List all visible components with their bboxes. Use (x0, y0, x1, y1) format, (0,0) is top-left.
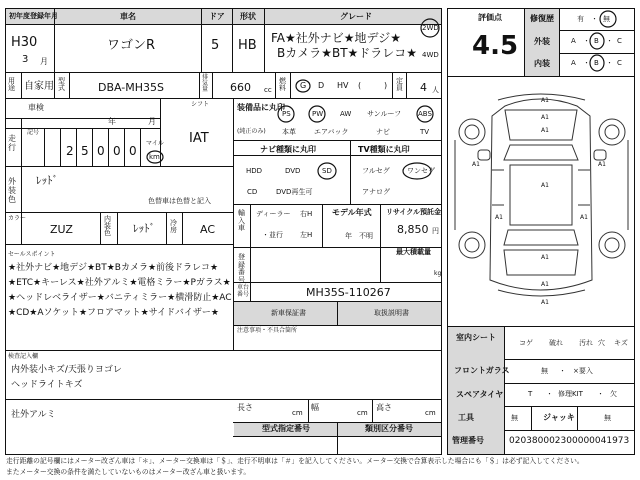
tv-type-title: TV種類に丸印 (358, 145, 410, 154)
displacement-label: 排気量 (202, 74, 209, 93)
right-hand: 右H (300, 210, 313, 218)
door-label: ドア (209, 12, 225, 21)
use-value: 自家用 (24, 81, 54, 92)
score-value: 4.5 (472, 31, 519, 61)
equipment-pw: PW (312, 110, 324, 118)
score-label: 評価点 (478, 13, 502, 22)
shift-label: シフト (191, 101, 210, 108)
repair-opt-sep: ・ (591, 15, 598, 23)
nav-opt-dvd-play: DVD再生可 (276, 188, 313, 196)
reg-year: H30 (11, 35, 38, 50)
spare-opt-sep1: ・ (546, 390, 553, 398)
drive-2wd: 2WD (422, 24, 439, 32)
width-label: 幅 (311, 403, 319, 412)
damage-mark: A1 (541, 254, 549, 261)
shaken-label: 車検 (28, 103, 44, 112)
shape-value: HB (238, 38, 257, 53)
damage-mark: A1 (541, 97, 549, 104)
tool-label: 工具 (458, 413, 474, 422)
repair-opt-yes: 有 (577, 15, 584, 23)
length-label: 長さ (237, 403, 253, 412)
seat-opt-tear: 破れ (549, 339, 563, 347)
interior-grade-label: 内装 (534, 59, 550, 68)
equipment-leather: 本革 (282, 128, 296, 136)
equipment-airbag: エアバック (314, 128, 349, 136)
color-code-label: カラー (8, 215, 27, 222)
damage-mark: A1 (541, 127, 549, 134)
nav-opt-sd: SD (322, 167, 332, 175)
mileage-unit-km: km (149, 153, 160, 161)
import-label: 輸入車 (238, 209, 245, 233)
seat-opt-hole: 穴 (598, 339, 605, 347)
ac-value: AC (200, 223, 216, 236)
color-code-value: ZUZ (50, 223, 73, 236)
fuel-label: 燃料 (279, 77, 286, 92)
mgmt-number-label: 管理番号 (452, 436, 484, 445)
equipment-navi: ナビ (376, 128, 390, 136)
import-parallel: ・並行 (262, 231, 283, 239)
class-number-label: 類別区分番号 (365, 424, 413, 433)
damage-mark: A1 (541, 182, 549, 189)
spare-opt-t: T (528, 390, 533, 398)
car-diagram (455, 94, 628, 296)
seat-opt-scratch: キズ (614, 339, 628, 347)
drive-4wd: 4WD (422, 51, 439, 59)
jack-label: ジャッキ (543, 413, 575, 422)
chassis-label: 車台番号 (237, 284, 250, 298)
equipment-sunroof: サンルーフ (367, 110, 402, 118)
length-unit: cm (292, 409, 303, 417)
footer-note-1: 走行距離の記号欄にはメーター改ざん車は「＊」、メーター交換車は「＄」、走行不明車は「＃」を記入してください。メーター交換で合算表示した場合にも「＄」は必ず記入してください。 (6, 457, 584, 465)
registration-label: 登録番号 (238, 253, 245, 285)
recycle-unit: 円 (432, 227, 439, 235)
model-year-value: 年 不明 (345, 232, 373, 240)
mileage-label: 走行 (8, 134, 16, 152)
displacement-value: 660 (230, 81, 251, 94)
seat-opt-burn: コゲ (519, 339, 533, 347)
left-hand: 左H (300, 231, 313, 239)
fuel-option-open: ( (358, 81, 362, 90)
model-value: DBA-MH35S (98, 81, 165, 94)
use-label: 用途 (8, 77, 15, 92)
equipment-aw: AW (340, 110, 352, 118)
first-reg-label: 初年度登録年月 (9, 12, 58, 20)
exterior-grade-a: A (571, 37, 576, 45)
chassis-value: MH35S-110267 (306, 286, 391, 299)
windshield-label: フロントガラス (454, 366, 510, 375)
mileage-digit-5: 0 (97, 144, 105, 158)
spare-tire-label: スペアタイヤ (456, 390, 504, 399)
nav-opt-cd: CD (247, 188, 258, 196)
ac-label: 冷房 (170, 219, 177, 234)
shape-label: 形状 (240, 12, 256, 21)
repair-opt-no: 無 (603, 15, 610, 23)
fuel-option-g: G (300, 81, 307, 90)
mileage-digit-4: 5 (81, 144, 89, 158)
capacity-label: 定員 (396, 77, 403, 92)
interior-grade-b: B (594, 59, 599, 67)
nav-type-title: ナビ種類に丸印 (260, 145, 316, 154)
damage-mark: A1 (541, 281, 549, 288)
height-label: 高さ (376, 403, 392, 412)
recycle-value: 8,850 (397, 223, 429, 236)
reg-month-unit: 月 (40, 57, 48, 66)
exterior-grade-label: 外装 (534, 37, 550, 46)
exterior-grade-sep1: ・ (583, 37, 590, 45)
max-load-unit: kg (434, 270, 442, 277)
interior-grade-a: A (571, 59, 576, 67)
seat-label: 室内シート (456, 333, 496, 342)
damage-mark: A1 (580, 214, 588, 221)
capacity-unit: 人 (432, 86, 439, 94)
sales-point-line-4: ★CD★Aソケット★フロアマット★サイドバイザー★ (8, 308, 220, 318)
type-number-label: 型式指定番号 (262, 424, 310, 433)
tv-opt-oneseg: ワンセグ (407, 167, 435, 175)
import-dealer: ディーラー (256, 210, 291, 218)
sales-point-line-3: ★ヘッドレベライザー★バニティミラー★横滑防止★AC (8, 293, 232, 303)
model-year-label: モデル年式 (332, 208, 372, 217)
jack-value: 無 (604, 414, 611, 422)
max-load-label: 最大積載量 (396, 248, 431, 256)
exterior-color-value: ﾚｯﾄﾞ (36, 174, 58, 187)
exterior-grade-b: B (594, 37, 599, 45)
inspector-title: 検査記入欄 (8, 353, 39, 360)
equipment-abs: ABS (418, 110, 432, 118)
door-value: 5 (211, 38, 220, 53)
mileage-digit-6: 0 (113, 144, 121, 158)
remarks-title: 注意事項・不具合箇所 (237, 327, 298, 334)
interior-grade-sep2: ・ (606, 59, 613, 67)
sales-point-line-2: ★ETC★キーレス★社外アルミ★電格ミラー★Pガラス★ (8, 278, 231, 288)
reg-month-value: 3 (22, 54, 29, 65)
interior-grade-c: C (617, 59, 622, 67)
mileage-digit-3: 2 (66, 144, 74, 158)
spare-opt-missing: 欠 (610, 390, 617, 398)
shift-value: IAT (189, 131, 209, 146)
tool-value: 無 (511, 414, 518, 422)
shaken-year-label: 年 (108, 117, 116, 126)
displacement-unit: cc (264, 86, 272, 94)
exterior-grade-sep2: ・ (606, 37, 613, 45)
interior-grade-sep1: ・ (583, 59, 590, 67)
manual-label: 取扱説明書 (374, 309, 409, 317)
model-label: 型式 (58, 77, 65, 92)
grade-label: グレード (340, 12, 372, 21)
tv-opt-fullseg: フルセグ (362, 167, 390, 175)
equipment-ps: PS (282, 110, 291, 118)
car-name-value: ワゴンR (107, 38, 156, 53)
equipment-sub: (純正のみ) (237, 128, 266, 135)
windshield-opt-none: 無 (541, 367, 548, 375)
windshield-opt-needed: ×要入 (573, 367, 593, 375)
equipment-tv: TV (420, 128, 430, 136)
capacity-value: 4 (420, 81, 427, 94)
spare-opt-sep2: ・ (597, 390, 604, 398)
sales-point-line-1: ★社外ナビ★地デジ★BT★Bカメラ★前後ドラレコ★ (8, 263, 219, 273)
inspector-line-2: ヘッドライトキズ (11, 380, 83, 390)
width-unit: cm (357, 409, 368, 417)
fuel-option-d: D (318, 81, 325, 90)
nav-opt-dvd: DVD (285, 167, 301, 175)
height-unit: cm (425, 409, 436, 417)
damage-mark: A1 (541, 114, 549, 121)
mileage-digit-7: 0 (129, 144, 137, 158)
warranty-label: 新車保証書 (271, 309, 306, 317)
damage-mark: A1 (598, 161, 606, 168)
interior-color-value: ﾚｯﾄﾞ (133, 222, 155, 235)
nav-opt-hdd: HDD (246, 167, 263, 175)
fuel-option-hv: HV (337, 81, 349, 90)
sales-points-title: セールスポイント (8, 251, 56, 258)
color-change-note: 色替車は色替と記入 (148, 197, 211, 205)
exterior-color-label: 外装色 (8, 177, 16, 204)
inspector-line-1: 内外装小キズ/天張りヨゴレ (11, 365, 122, 375)
mileage-sub-label: 記号 (27, 129, 40, 136)
grade-line-2: Bカメラ★BT★ドラレコ★ (277, 46, 418, 60)
inspector-line-4: 社外アルミ (11, 410, 56, 420)
damage-mark: A1 (472, 161, 480, 168)
recycle-label: リサイクル預託金 (386, 208, 442, 216)
mileage-unit-mile: マイル (146, 140, 164, 147)
mgmt-number-value: 020380002300000041973 (509, 436, 630, 446)
spare-opt-kit: 修理KIT (558, 390, 583, 398)
damage-mark: A1 (495, 214, 503, 221)
shaken-month-label: 月 (148, 117, 156, 126)
fuel-option-close: ) (384, 81, 388, 90)
equipment-title: 装備品に丸印 (237, 103, 285, 112)
seat-opt-dirt: 汚れ (579, 339, 593, 347)
interior-color-label: 内装色 (104, 215, 111, 237)
tv-opt-analog: アナログ (362, 188, 390, 196)
exterior-grade-c: C (617, 37, 622, 45)
footer-note-2: またメーター交換の条件を満たしていないものはメーター改ざん車と扱います。 (6, 468, 251, 476)
damage-mark: A1 (541, 299, 549, 306)
grade-line-1: FA★社外ナビ★地デジ★ (271, 31, 402, 45)
windshield-opt-sep: ・ (559, 367, 566, 375)
repair-label: 修復歴 (530, 14, 554, 23)
car-name-label: 車名 (120, 12, 136, 21)
